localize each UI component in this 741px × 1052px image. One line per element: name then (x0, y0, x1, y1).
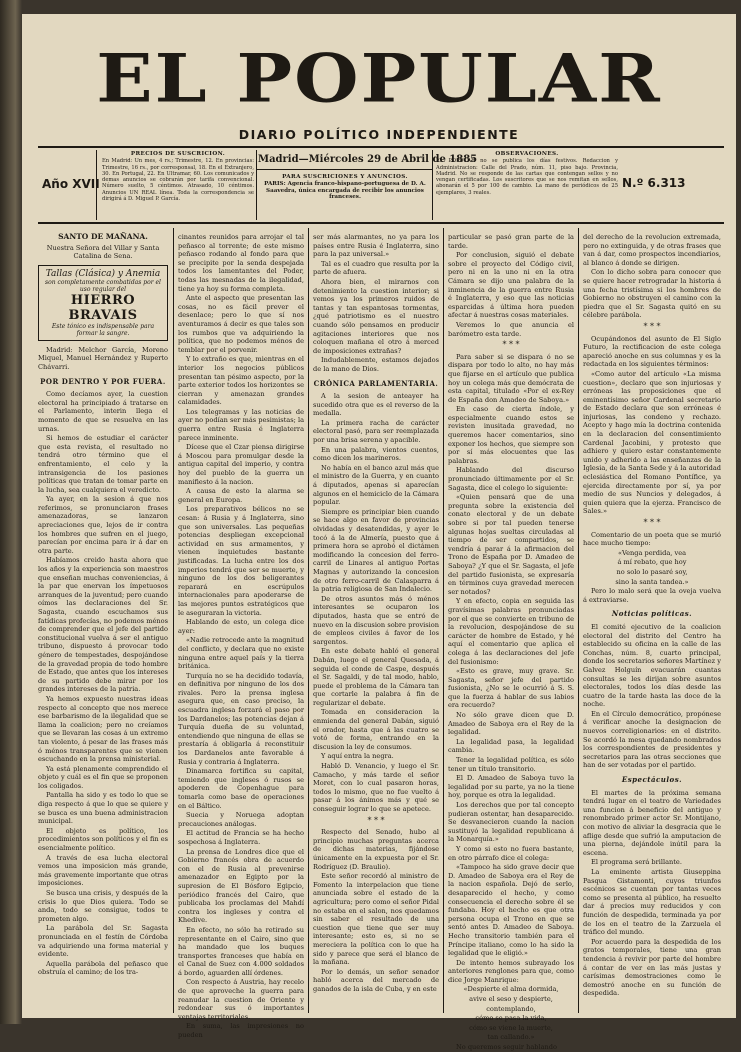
paragraph: Pantalla ha sido y es todo lo que se diga respecto á que lo que se quiere y se busca es una buena administracion municipal. (38, 791, 168, 826)
paragraph: Ya está plenamente comprendido el objeto y cuál es el fin que se proponen los coligados. (38, 764, 168, 790)
paragraph: Tomada en consideracion la enmienda del general Dabán, siguió el orador, hasta que á las cuatro se votó de forma, entrando en la discusion la ley de consumos. (313, 708, 439, 751)
masthead-subtitle: DIARIO POLÍTICO INDEPENDIENTE (238, 127, 520, 142)
column-5 (583, 233, 721, 1015)
ad-brand: HIERRO BRAVAIS (68, 292, 138, 323)
column-divider-3 (443, 228, 444, 1013)
suscripciones-box (262, 174, 428, 219)
ad-line-3: Este tónico es indispensable para formar la sangre. (51, 322, 155, 337)
paragraph: El comité ejecutivo de la coalicion electoral del distrito del Centro ha establecido su oficina en la calle de las Conchas, núm. 8, cuarto principal, donde los secretarios señores Martínez y Galvez Holguín evacuarán cuantas consultas se les dirijan sobre asuntos electorales, todos los días desde las cuatro de la tarde hasta las doce de la noche. (583, 622, 721, 709)
paragraph: A través de esa lucha electoral vemos una imposicion más grande, más gravemente importante que otras imposiciones. (38, 853, 168, 888)
paragraph: «Tampoco ha sido grave decir que D. Amadeo de Saboya era el Rey de la nacion española. Dejó de serlo, desaparecido el hecho, y como consecuencia el derecho sobre él se fundaba. Hoy el hecho es que otra persona ocupa el Trono en que se sentó antes D. Amadeo de Saboya. Hecho transitorio también para el Príncipe italiano, como lo ha sido la legalidad que le eligió.» (448, 863, 574, 958)
ad-text: Madrid: Melchor García, Moreno Miquel, Manuel Hernández y Ruperto Chávarri. (38, 345, 168, 371)
separator-stars: * * * (502, 340, 520, 350)
verse-line: «Venga perdida, vea (617, 548, 687, 557)
paragraph: Ocupándonos del asunto de El Siglo Futuro, la rectificacion de este colega apareció anoche en sus columnas y es la redactada en los siguientes términos: (583, 334, 721, 369)
paragraph: En este debate habló el general Dabán, luego el general Quesada, á seguida el conde de Caspe, después el Sr. Sagaldi, y de tal modo, hablo, puede el problema de la Cámara tan que cortarle la palabra á fin de regularizar el debate. (313, 647, 439, 707)
column-divider-2 (308, 228, 309, 1013)
section-title-espectaculos: Espectáculos. (621, 775, 683, 785)
paragraph: La parábola del Sr. Sagasta pronunciada en el festín de Córdoba va adquiriendo una forma material y evidente. (38, 924, 168, 959)
paragraph: El actitud de Francia se ha hecho sospechosa á Inglaterra. (178, 829, 304, 846)
year-label: Año XVII (42, 177, 100, 191)
paragraph: Y como si esto no fuera bastante, en otro párrafo dice el colega: (448, 844, 574, 862)
paragraph: En una palabra, vientos cuentos, como dicen los marineros. (313, 445, 439, 463)
column-3 (313, 233, 439, 1015)
ad-line-2: son completamente combatidas por el uso regular del (45, 278, 161, 293)
paragraph: Turquía no se ha decidido todavía, en definitiva por ninguno de los dos rivales. Pero la prensa inglesa asegura que, en caso preciso, la escuadra inglesa forzará el paso por los Dardanelos; las potencias dejan á Turquía dueña de su voluntad, entendiendo que ninguna de ellas se prestaría á obligarla á reconstituir los Dardanelos ante favorable á Rusia y contraria á Inglaterra. (178, 671, 304, 766)
ad-line-1: Tallas (Clásica) y Anemia (45, 268, 161, 279)
paragraph: «Esto es grave, muy grave. Sr. Sagasta, señor jefe del partido fusionista, ¿No se le ocurrió á S. S. que la fuerza á hablar de sus labios era recuerdo? (448, 667, 574, 710)
section-title-noticias: Noticias políticas. (611, 609, 693, 619)
precios-text: En Madrid: Un mes, 4 rs.; Trimestre, 12. En provincias: Trimestre, 16 rs., por corresponsal, 18. En el Extranjero, 30. En Portugal, 22. En Ultramar, 60. Los comunicados y demas anuncios se cobrarán por tarifa convencional. Número suelto, 5 céntimos. Atrasado, 10 céntimos. Anuncios UN REAL línea. Toda la correspondencia se dirigirá á D. Miguel P. García. (102, 158, 254, 203)
header-top-rule (38, 146, 724, 148)
paragraph: Si hemos de estudiar el carácter que esta revista, el resultado no tendrá otro término que el enfrentamiento, el celo y la intransigencia de los pasiones políticas que tratan de tomar parte en la lucha, sea cualquiera el veredicto. (38, 434, 168, 494)
paragraph: El objeto es político, los procedimientos son políticos y el fin es esencialmente político. (38, 826, 168, 853)
paragraph: Habíamos creido hasta ahora que los años y la experiencia son maestros que enseñan muchas conveniencias, á la par que enervan los ímpetuosos arranques de la juventud; pero cuando oímos las declaraciones del Sr. Sagasta, cuando escuchamos sus fatídicas profecías, no podemos ménos de comprender que el jefe del partido constitucional vuelva á ser el antiguo tribuno, dispuesto á provocar todo género de tempestades, despojándose de la gravedad propia de todo hombre de Estado, que antes que los intereses de su partido debe mirar por los grandes intereses de la patria. (38, 556, 168, 694)
paragraph: Los preparativos bélicos no se cesan: á Rusia y á Inglaterra, sino que son universales. Las pequeñas potencias despliegan excepcional actividad en sus armamentos, y vienen inquietudes bastante justificadas. La lucha entre los dos imperios tendrá que ser se muerte, y ninguno de los dos beligerantes reparará en escrúpulos internacionales para apoderarse de las mejores puntos estratégicos que le aseguraran la victoria. (178, 505, 304, 617)
header-bottom-rule (38, 222, 724, 224)
suscripciones-text: PARIS: Agencia franco-hispano-portuguesa de D. A. Saavedra, única encargada de recibir los anuncios franceses. (264, 181, 426, 200)
paragraph: La primera racha de carácter electoral pasó, para ser reemplazada por una brisa serena y apacible. (313, 418, 439, 445)
paragraph: «Quien pensará que de una pregunta sobre la existencia del conato electoral y de un debate sobre si por tal pueden tenerse algunas hojas sueltas circuladas al tiempo de ser compartidos, se vendría á parar á la afirmacion del Trono de España por D. Amadeo de Saboya? ¿Y que el Sr. Sagasta, el jefe del partido fusionista, se expresaría en términos cuya gravedad merecen ser notados? (448, 493, 574, 596)
paragraph: Como decíamos ayer, la cuestion electoral ha principiado á tratarse en el Parlamento, interin llega el momento de que se resuelva en las urnas. (38, 390, 168, 433)
paragraph: Suecia y Noruega adoptan precauciones análogas. (178, 811, 304, 828)
paragraph: Aquella parábola del peñasco que obstruía el camino; de los tra- (38, 959, 168, 977)
paragraph: cinantes reunidos para arrojar el tal peñasco al torrente; de este mismo peñasco rodando al fondo para que se precipite por la senda despejada todos los lamentantes del Poder, todas las mesnadas de la ilegalidad, tiene ya hoy su forma completa. (178, 233, 304, 293)
paragraph: Ya hemos expuesto nuestras ideas respecto al concepto que nos merece ese barbarismo de la ilegalidad que se llama la coalicion; pero no creíamos que se llevaran las cosas á un extremo tan violento, á pesar de las frases más ó ménos transparentes que se vienen escuchando en la prensa ministerial. (38, 694, 168, 764)
paragraph: La eminente artista Giuseppina Pasqua Gistamonti, cuyos triunfos escénicos se cuentan por tantas veces como se presenta al público, ha resuelto dar á precios muy reducidos y con función de despedida, terminada ya por de los en el teatro de la Zarzuela el tráfico del mundo. (583, 867, 721, 937)
paragraph: «Nadie retrocede ante la magnitud del conflicto, y declara que no existe ninguna entre aquel país y la tierra británica. (178, 636, 304, 671)
paragraph: Y lo extraño es que, mientras en el interior los negocios públicos presentan tan pésimo aspecto, por la parte exterior todos los horizontes se cierran y amenazan grandes calamidades. (178, 355, 304, 407)
newspaper-page (22, 14, 736, 1052)
paragraph: Los telegramas y las noticias de ayer no podían ser más pesimistas; la guerra entre Rusia é Inglaterra parece inminente. (178, 407, 304, 442)
paragraph: En suma, las impresiones no pueden (178, 1022, 304, 1040)
paragraph: Para saber si se dispara ó no se dispara por todo lo alto, no hay más que fijarse en el artículo que publica hoy un colega más que demócrata de esta capital, titulado «Por el ex-Rey de España don Amadeo de Saboya.» (448, 352, 574, 404)
verse-line: cómo se viene la muerte, (469, 1023, 553, 1032)
paragraph: del derecho de la revolucion extremada, pero no extinguida, y de otras frases que van á dar, como prospectos incendiarios, al blanco á donde se dirigen. (583, 233, 721, 267)
verse-line: no solo lo pasaré soy, (616, 567, 688, 576)
paragraph: Dícese que el Czar piensa dirigirse á Moscou para promulgar desde la antigua capital del imperio, y contra hoy del pueblo de la guerra un manifiesto á la nacion. (178, 443, 304, 486)
paragraph: Siempre es principiar bien cuando se hace algo en favor de provincias olvidadas y desatendidas, y ayer le tocó á la de Almería, puesto que á primera hora se aprobó el dictámen modificando la concesion del ferro-carril de Linares al antiguo Portas Magnas y autorizando la concesion de otro ferro-carril de Calasparra á la patria religiosa de San Indalecio. (313, 507, 439, 594)
paragraph: Este señor recordó al ministro de Fomento la interpelacion que tiene anunciada sobre el estado de la agricultura; pero como el señor Pidal no estaba en el salon, nos quedamos sin saber el resultado de una cuestion que tiene que ser muy interesante; esto es, si no se mereciera la política con lo que ha sido y parece que será el blanco de la mañana. (313, 872, 439, 967)
paragraph: No había en el banco azul más que el ministro de la Guerra, y en cuanto á diputados, apenas si aparecían algunos en el hemiciclo de la Cámara popular. (313, 463, 439, 507)
paragraph: En el Círculo democrático, propónese á verificar anoche la designacion de nuevos correligionarios: en el distrito. Se acordó la mesa quedando nombrados los correspondientes de presidentes y secretarios para las otras secciones que han de ser votadas por el partido. (583, 709, 721, 770)
verse-line: á mí rebato, que hoy (617, 558, 687, 567)
paragraph: Pero lo malo será que la oveja vuelva á extraviarse. (583, 587, 721, 604)
column-divider-1 (173, 228, 174, 1013)
verse-line: «Despierte el alma dormida, (463, 985, 559, 994)
paragraph: Tal es el cuadro que resulta por la parte de afuera. (313, 259, 439, 277)
paragraph: Con lo dicho sobra para conocer que se quiere hacer retrogradar la historia á una fecha tristísima si los hombres de Gobierno no obstruyen el camino con la piedra que el Sr. Sagasta quitó en su célebre parábola. (583, 268, 721, 320)
observaciones-text: EL POPULAR no se publica los días festivos. Redaccion y Administracion: Calle del Prado, núm. 11, piso bajo. Provincia, Madrid. No se responde de las cartas que contengan sellos y no vengan certificadas. Los suscritores que se nos remitan en sellos, abonarán el 5 por 100 de cambio. La mano de periódicos de 25 ejemplares, 3 reales. (436, 158, 618, 196)
separator-stars: * * * (643, 518, 661, 527)
paragraph: En caso de cierta índole, y especialmente cuando estos se revisten inusitada gravedad, no queremos hacer comentarios, sino exponer los hechos, que siempre son por sí más elocuentes que las palabras. (448, 405, 574, 465)
column-1 (38, 233, 168, 1015)
paragraph: Y aquí entra la negra. (321, 752, 394, 761)
precios-box (102, 151, 254, 219)
santo-text: Nuestra Señora del Villar y Santa Catalina de Sena. (46, 243, 160, 261)
paragraph: No queremos seguir hablando (456, 1043, 557, 1052)
paragraph: Se busca una crisis, y después de la crisis lo que Dios quiera. Todo se anda, todo se consigue, todos te prometen algo. (38, 889, 168, 923)
dateline-rule (256, 169, 432, 170)
paragraph: Tener la legalidad política, es sólo tener un título transitorio. (448, 756, 574, 773)
column-2 (178, 233, 304, 1040)
paragraph: El martes de la próxima semana tendrá lugar en el teatro de Variedades una funcion á beneficio del antiguo y renombrado primer actor Sr. Montijano, con motivo de aliviar la desgracia que le aflige desde que sufrió la amputacion de una pierna, dejándole inútil para la escena. (583, 788, 721, 857)
paragraph: Por acuerdo para la despedida de los gratos temporales, tiene una gran tendencia á revivir por parte del hombre á contar de ver en las más justas y carísimas demostraciones como le demostró anoche en su función de despedida. (583, 937, 721, 998)
observaciones-box (436, 151, 618, 219)
paragraph: Dinamarca fortifica su capital, temiendo que ingleses ó rusos se apoderen de Copenhague para tomarla como base de operaciones en el Báltico. (178, 767, 304, 810)
column-4 (448, 233, 574, 1052)
paragraph: En efecto, no sólo ha retirado su representante en el Cairo, sino que ha mandado que los buques transportes franceses que había en el Canal de Suez con 4.000 soldados á bordo, aguarden allí órdenes. (178, 925, 304, 977)
masthead-title: EL POPULAR (96, 40, 662, 118)
adjacent-page-strip (0, 0, 22, 1024)
paragraph: Comentario de un poeta que se murió hace mucho tiempo: (583, 530, 721, 548)
verse-line: avive el seso y despierte, (469, 995, 553, 1004)
paragraph: Y en efecto, copia en seguida las gravísimas palabras pronunciadas por el que se convierte en tribuno de la revolucion, despojándose de su carácter de hombre de Estado, y hé aquí el comentario que aplica el colega á las declaraciones del jefe del fusionismo: (448, 597, 574, 666)
paragraph: Veremos lo que anuncia el barómetro esta tarde. (448, 320, 574, 338)
separator-stars: * * * (643, 321, 661, 331)
suscripciones-title: PARA SUSCRICIONES Y ANUNCIOS. (282, 174, 408, 180)
paragraph: Indudablemente, estamos dejados de la mano de Dios. (313, 356, 439, 373)
paragraph: A causa de esto la alarma se general en Europa. (178, 487, 304, 504)
section-title-por-dentro: POR DENTRO Y POR FUERA. (40, 376, 166, 386)
verse-line: sino la santa tandea.» (615, 577, 689, 586)
paragraph: Hablando del discurso pronunciado últimamente por el Sr. Sagasta, dice el colego lo siguiente: (448, 466, 574, 492)
verse-line: tan callando.» (487, 1033, 535, 1042)
santo-title: SANTO DE MAÑANA. (58, 232, 148, 241)
paragraph: Ya ayer, en la sesion á que nos referimos, se pronunciaron frases amenazadoras, se lanzaron apreciaciones que, lejos de ir contra los hombres que sufren en el juego, parecían por encima para ir á dar en otra parte. (38, 495, 168, 555)
paragraph: Los derechos que por tal concepto pudieran ostentar, han desaparecido. Se desvanecieron cuando la nacion sustituyó la legalidad republicana á la Monarquía.» (448, 801, 574, 844)
verse-line: cómo se pasa la vida, (475, 1014, 547, 1023)
paragraph: Habló D. Venancio, y luego el Sr. Camacho, y más tarde el señor Moret, con lo cual pasaron horas, todos lo mismo, que no fue vuelto á pasar á los ánimos más y qué se conseguir lograr lo que se apetece. (313, 762, 439, 813)
precios-title: PRECIOS DE SUSCRICION. (130, 151, 226, 157)
paragraph: Hablando de esto, un colega dice ayer: (178, 618, 304, 635)
issue-number: N.º 6.313 (622, 176, 686, 190)
header-divider-2 (256, 150, 257, 220)
column-divider-4 (578, 228, 579, 1013)
header-divider-1 (96, 150, 97, 220)
dateline: Madrid—Miércoles 29 de Abril de 1885 (258, 154, 478, 165)
paragraph: La prensa de Londres dice que el Gobierno francés obra de acuerdo con el de Rusia al prevenirse amenazador en Egipto por la supresion de El Bósforo Egipcio, periódico francés del Cairo, que publicaba los proclamas del Mahdí contra los ingleses y contra el Khedive. (178, 847, 304, 925)
hierro-bravais-ad (38, 265, 168, 341)
paragraph: De intento hemos subrayado los anteriores renglones para que, como dice Jorge Manrique: (448, 958, 574, 984)
section-title-cronica: CRÓNICA PARLAMENTARIA. (313, 378, 439, 388)
paragraph: El D. Amadeo de Saboya tuvo la legalidad por su parte, ya no la tiene hoy, porque es otra la legalidad. (448, 774, 574, 800)
paragraph: ser más alarmantes, no ya para los países entre Rusia é Inglaterra, sino para la paz universal.» (313, 233, 439, 259)
paragraph: No sólo grave dicen que D. Amadeo de Saboya era el Rey de la legalidad. (448, 711, 574, 737)
paragraph: Ante el aspecto que presentan las cosas, no es fácil prever el desenlace; pero lo que sí nos aventuramos á decir es que tales son los rumbos que va adquiriendo la política, que no podemos ménos de temblar por el porvenir. (178, 294, 304, 354)
paragraph: Respecto del Senado, hubo al principio muchas preguntas acerca de dichas materias, fijándose únicamente en la expuesta por el Sr. Rodríguez (D. Braulio). (313, 828, 439, 871)
separator-stars: * * * (367, 815, 385, 825)
paragraph: A la sesion de anteayer ha sucedido otra que es el reverso de la medalla. (313, 392, 439, 418)
paragraph: Ahora bien, el mirarnos con detenimiento la cuestion interior; si vemos ya los primeros ruidos de tantas y tan espantosas tormentas, ¿qué patriotismo es el nuestro cuando sólo pensamos en producir agitaciones interiores que nos coloquen mañana el otro á merced de imposiciones extrañas? (313, 277, 439, 355)
paragraph: particular se pasó gran parte de la tarde. (448, 233, 574, 250)
paragraph: Por lo demás, un señor senador habló acerca del mercado de ganados de la isla de Cuba, y en este (313, 967, 439, 993)
paragraph: La legalidad pasa, la legalidad cambia. (448, 737, 574, 755)
paragraph: Por conclusion, siguió el debate sobre el proyecto del Código civil, pero ni en la uno ni en la otra Cámara se dijo una palabra de la inminencia de la guerra entre Rusia é Inglaterra, y eso que las noticias esparcidas á última hora pueden afectar á nuestras cosas materiales. (448, 251, 574, 320)
paragraph: Con respecto á Austria, hay recelo de que aproveche la guerra para reanudar la cuestion de Oriente y redondear sus ó importantes ventajas territoriales. (178, 978, 304, 1021)
paragraph: De otros asuntos más ó ménos interesantes se ocuparon los diputados, hasta que se entró de nuevo en la discusion sobre provision de empleos civiles á favor de los sargentos. (313, 594, 439, 646)
verse-line: contemplando, (486, 1004, 536, 1013)
observaciones-title: OBSERVACIONES. (495, 151, 559, 157)
paragraph: «Como autor del artículo «La misma cuestion», declaro que son injuriosas y erróneas las proposiciones que el eminentísimo señor Cardenal secretario de Estado declara que son erróneas é injuriosas, las condeno y rechazo. Acepto y hago mía la doctrina contenida en la declaracion del consentimiento Cardenal Jacobini, y protesto que adhiero y quiero estar constantemente unido y adherido a las enseñanzas de la Iglesia, de la Santa Sede y á la autoridad eclesiástica del Romano Pontífice, ya ejercida directamente por sí, ya por medio de sus Nuncios y delegados, á quien quiera que la ejerza. Francisco de Sales.» (583, 369, 721, 516)
paragraph: El programa será brillante. (591, 858, 682, 867)
